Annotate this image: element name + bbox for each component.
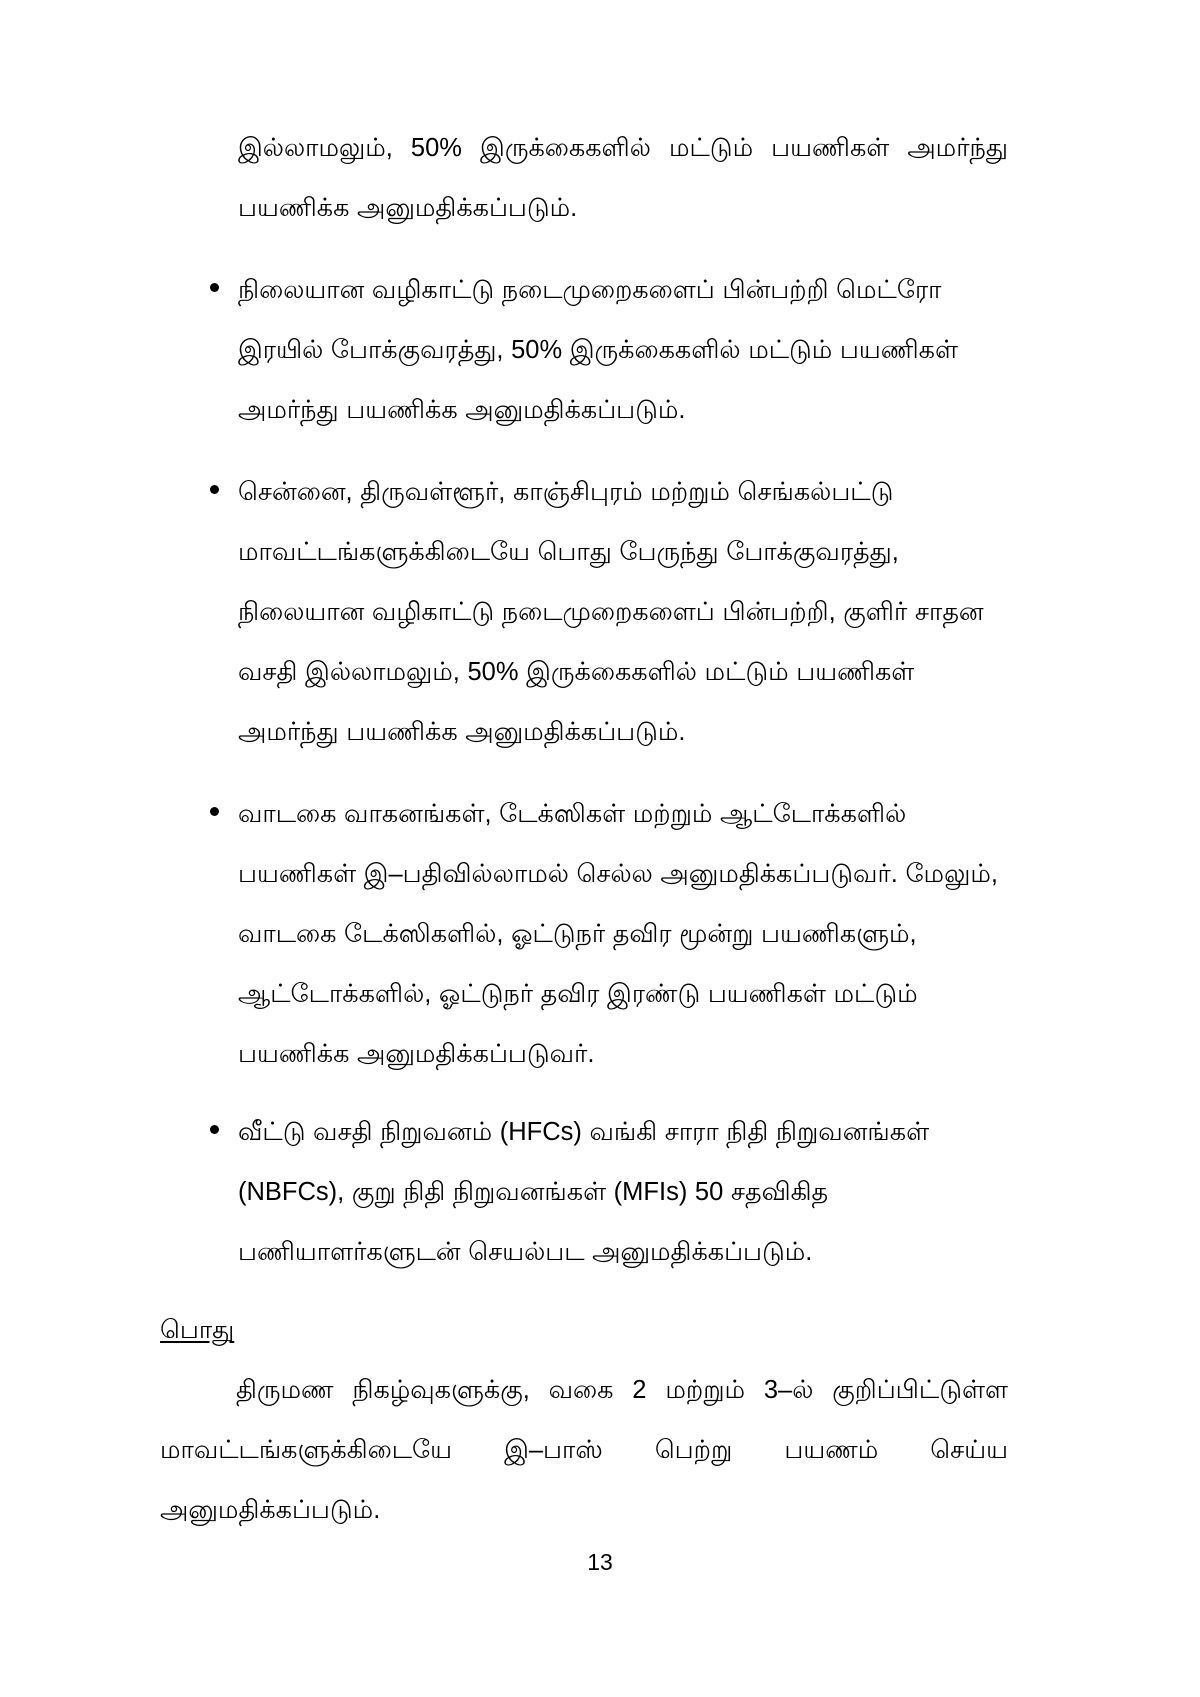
spacer [160,1282,1008,1300]
page-content [160,118,1008,1540]
list-item [160,784,1008,1084]
list-item-text: வாடகை வாகனங்கள், டேக்ஸிகள் மற்றும் ஆட்டோக்களில் பயணிகள் இ–பதிவில்லாமல் செல்ல அனுமதிக்கப்படுவர். மேலும், வாடகை டேக்ஸிகளில், ஓட்டுநர் தவிர மூன்று பயணிகளும், ஆட்டோக்களில், ஓட்டுநர் தவிர இரண்டு பயணிகள் மட்டும் பயணிக்க அனுமதிக்கப்படுவர். [238,800,998,1068]
bullet-dot-icon [210,807,219,816]
bullet-dot-icon [210,1125,219,1134]
general-section-paragraph: திருமண நிகழ்வுகளுக்கு, வகை 2 மற்றும் 3–ல் குறிப்பிட்டுள்ள மாவட்டங்களுக்கிடையே இ–பாஸ் பெற்று பயணம் செய்ய அனுமதிக்கப்படும். [160,1376,1008,1524]
list-item-text: சென்னை, திருவள்ளூர், காஞ்சிபுரம் மற்றும் செங்கல்பட்டு மாவட்டங்களுக்கிடையே பொது பேருந்து போக்குவரத்து, நிலையான வழிகாட்டு நடைமுறைகளைப் பின்பற்றி, குளிர் சாதன வசதி இல்லாமலும், 50% இருக்கைகளில் மட்டும் பயணிகள் அமர்ந்து பயணிக்க அனுமதிக்கப்படும். [238,478,984,746]
list-item-text: வீட்டு வசதி நிறுவனம் (HFCs) வங்கி சாரா நிதி நிறுவனங்கள் (NBFCs), குறு நிதி நிறுவனங்கள் (MFIs) 50 சதவிகித பணியாளர்களுடன் செயல்பட அனுமதிக்கப்படும். [238,1118,930,1266]
bullet-dot-icon [210,485,219,494]
section-heading-general: பொது [160,1316,235,1344]
spacer [160,1084,1008,1102]
list-item [160,260,1008,440]
list-item [160,462,1008,762]
page-number: 13 [587,1549,613,1575]
spacer [160,238,1008,260]
bullet-list [160,260,1008,1282]
spacer [160,440,1008,462]
list-item [160,1102,1008,1282]
spacer [160,762,1008,784]
list-item-text: நிலையான வழிகாட்டு நடைமுறைகளைப் பின்பற்றி மெட்ரோ இரயில் போக்குவரத்து, 50% இருக்கைகளில் மட்டும் பயணிகள் அமர்ந்து பயணிக்க அனுமதிக்கப்படும். [238,276,958,424]
continued-paragraph: இல்லாமலும், 50% இருக்கைகளில் மட்டும் பயணிகள் அமர்ந்து பயணிக்க அனுமதிக்கப்படும். [238,134,1008,222]
bullet-dot-icon [210,283,219,292]
